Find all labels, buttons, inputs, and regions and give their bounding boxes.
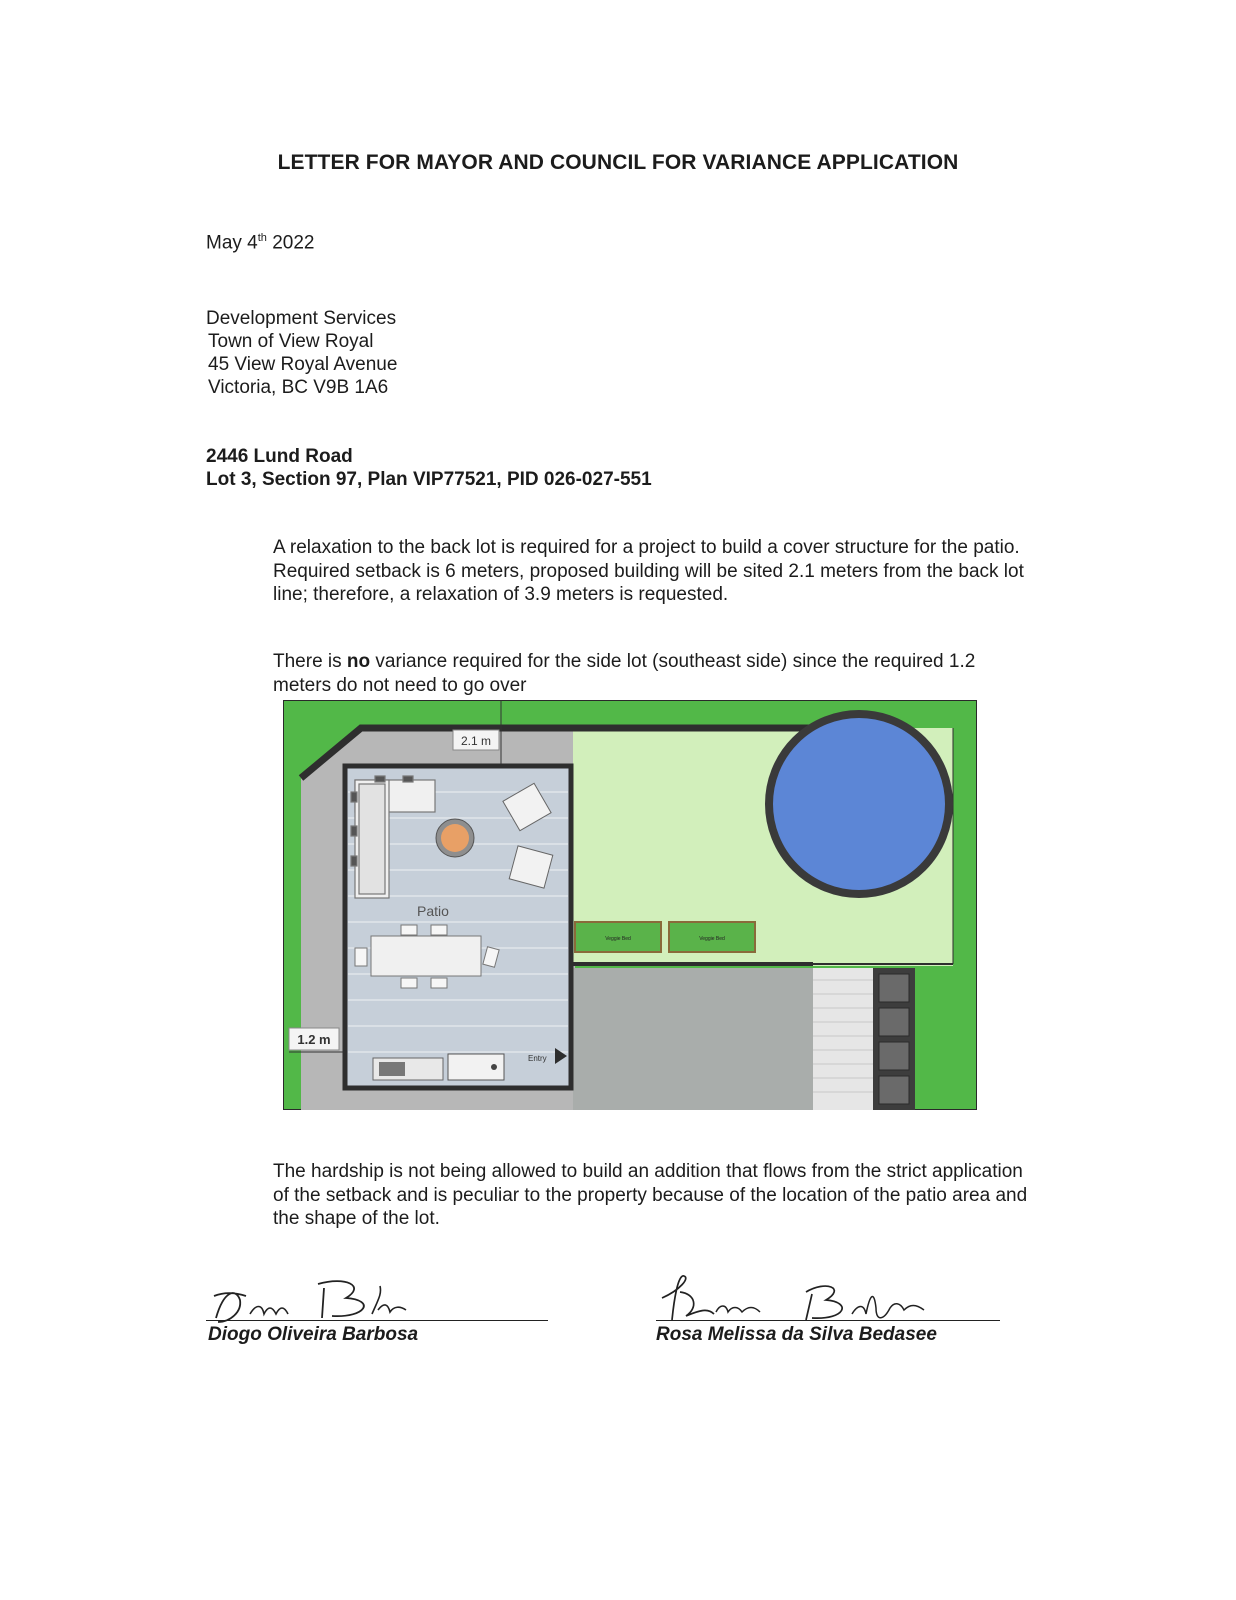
entry-label: Entry [528,1054,547,1063]
recipient-line-1: Development Services [206,308,397,329]
letter-title: LETTER FOR MAYOR AND COUNCIL FOR VARIANCE APPLICATION [277,151,959,174]
paragraph-setback-relaxation: A relaxation to the back lot is required for a project to build a cover structure for the patio. Required setback is 6 meters, proposed building will be sited 2.1 meters from the back lot line; therefore, a relaxation of 3.9 meters is requested. [273,537,1024,605]
veggie-bed-label: Veggie Bed [699,936,725,942]
paragraph-side-lot-start: There is [273,651,347,672]
paragraph-side-lot-end: variance required for the side lot (southeast side) since the required 1.2 meters do not need to go over [273,651,976,696]
date-month-day: May 4 [206,232,258,254]
recipient-line-2: Town of View Royal [208,331,374,352]
date-suffix: th [257,232,267,244]
letter-date [206,232,314,254]
signature-name-right: Rosa Melissa da Silva Bedasee [656,1324,937,1345]
paragraph-side-lot-emphasis: no [346,651,371,672]
patio-label: Patio [417,903,449,919]
recipient-address [206,307,397,399]
paragraph-hardship: The hardship is not being allowed to build an addition that flows from the strict application of the setback and is peculiar to the property because of the location of the patio area and the shape of the lot. [273,1161,1028,1229]
path-area [813,968,873,1110]
veggie-bed [669,922,755,952]
signature-right-handwriting [656,1270,946,1330]
subject-address: 2446 Lund Road [206,446,353,467]
signature-line-right [656,1320,1000,1321]
paragraph-side-lot [273,650,1033,697]
date-year: 2022 [266,232,315,254]
side-setback-label: 1.2 m [297,1032,331,1047]
recipient-line-3: 45 View Royal Avenue [208,354,398,375]
outdoor-kitchen-icon [373,1054,504,1080]
pool-icon [769,714,949,894]
signature-line-left [206,1320,548,1321]
veggie-bed-label: Veggie Bed [605,936,631,942]
gravel-area [573,968,813,1110]
signature-left-handwriting [206,1270,426,1330]
subject-block [206,445,652,491]
fire-pit-icon [436,819,474,857]
back-setback-label: 2.1 m [460,734,492,748]
site-plan-drawing [283,700,977,1110]
signature-name-left: Diogo Oliveira Barbosa [208,1324,419,1345]
subject-legal-description: Lot 3, Section 97, Plan VIP77521, PID 026-027-551 [206,469,652,490]
recipient-line-4: Victoria, BC V9B 1A6 [208,377,389,398]
veggie-bed [575,922,661,952]
